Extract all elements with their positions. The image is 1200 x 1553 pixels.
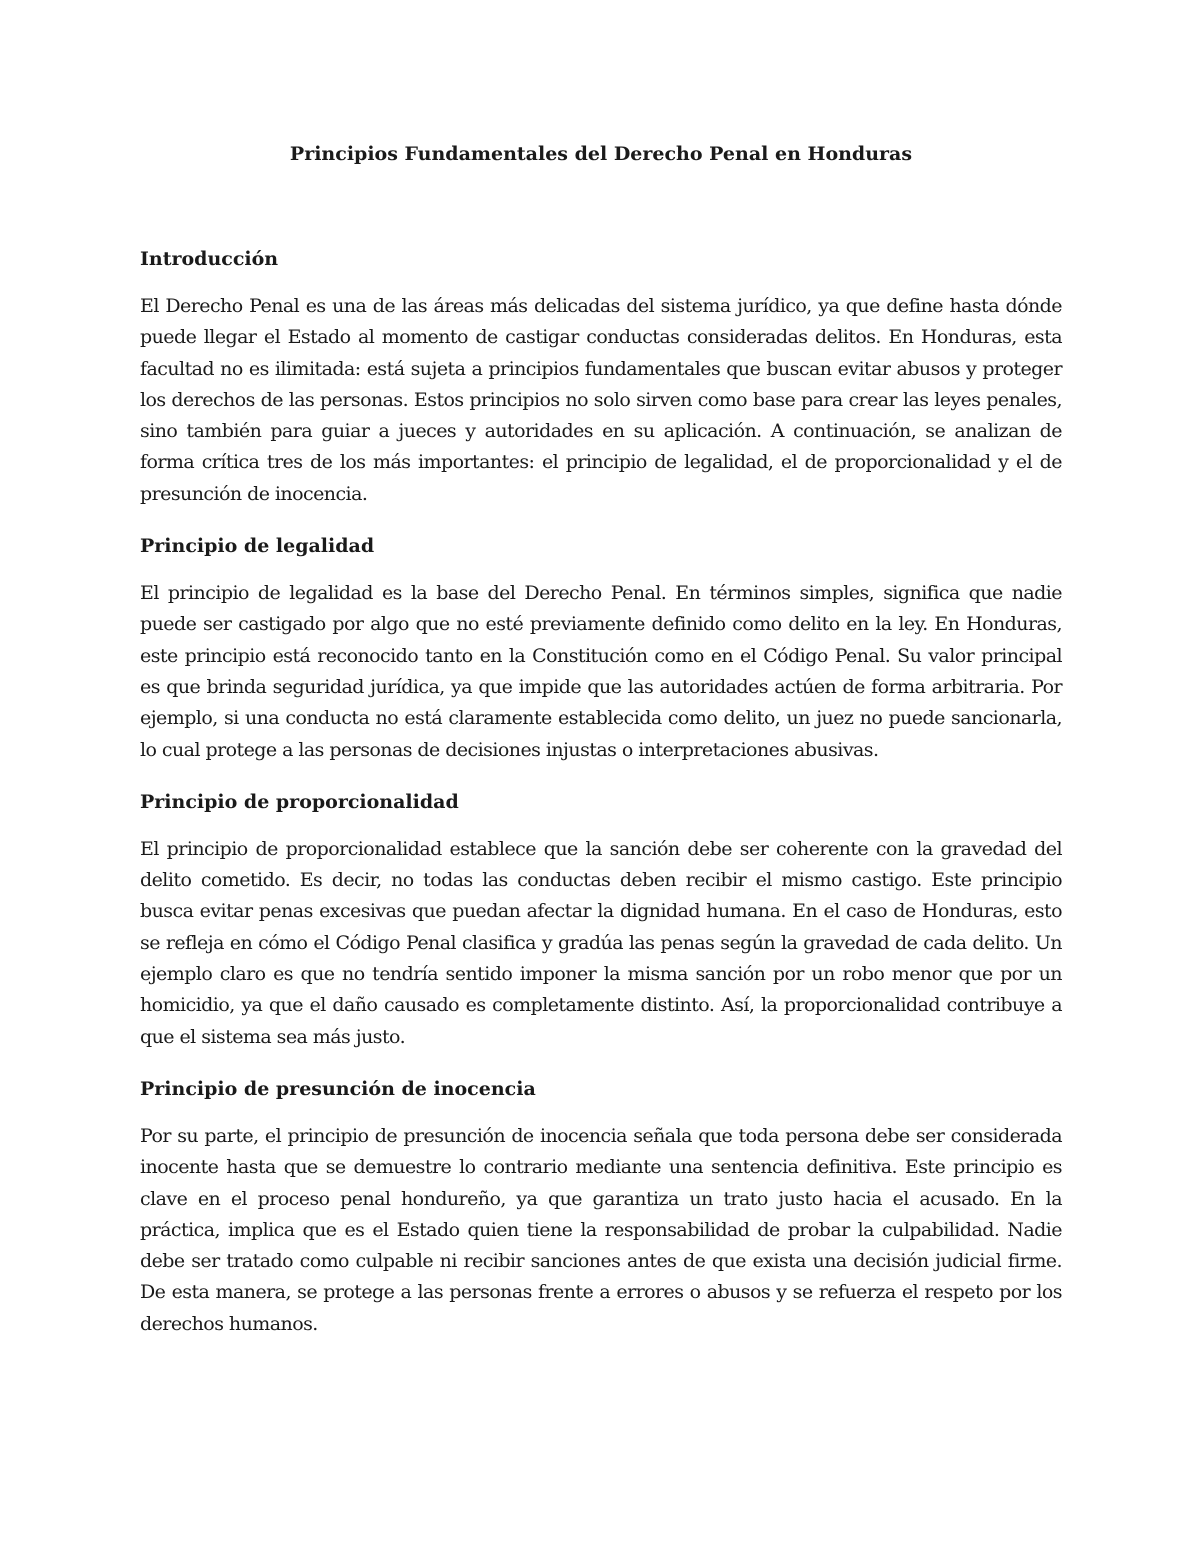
section-heading: Principio de legalidad (140, 535, 375, 558)
section-paragraph: El Derecho Penal es una de las áreas más delicadas del sistema jurídico, ya que define hasta dónde puede llegar el Estado al momento de castigar conductas consideradas delitos. En Honduras, esta facultad no es ilimitada: está sujeta a principios fundamentales que buscan evitar abusos y proteger los derechos de las personas. Estos principios no solo sirven como base para crear las leyes penales, sino también para guiar a jueces y autoridades en su aplicación. A continuación, se analizan de forma crítica tres de los más importantes: el principio de legalidad, el de proporcionalidad y el de presunción de inocencia. (140, 295, 1062, 505)
document-title: Principios Fundamentales del Derecho Penal en Honduras (289, 143, 913, 165)
section-introduccion (140, 243, 1062, 510)
section-principio-presuncion-inocencia (140, 1073, 1062, 1340)
section-heading: Principio de presunción de inocencia (140, 1077, 536, 1100)
section-paragraph: El principio de legalidad es la base del Derecho Penal. En términos simples, significa que nadie puede ser castigado por algo que no esté previamente definido como delito en la ley. En Honduras, este principio está reconocido tanto en la Constitución como en el Código Penal. Su valor principal es que brinda seguridad jurídica, ya que impide que las autoridades actúen de forma arbitraria. Por ejemplo, si una conducta no está claramente establecida como delito, un juez no puede sancionarla, lo cual protege a las personas de decisiones injustas o interpretaciones abusivas. (140, 582, 1062, 761)
section-principio-legalidad (140, 530, 1062, 766)
document-page (140, 138, 1062, 1360)
section-principio-proporcionalidad (140, 786, 1062, 1053)
section-paragraph: Por su parte, el principio de presunción de inocencia señala que toda persona debe ser considerada inocente hasta que se demuestre lo contrario mediante una sentencia definitiva. Este principio es clave en el proceso penal hondureño, ya que garantiza un trato justo hacia el acusado. En la práctica, implica que es el Estado quien tiene la responsabilidad de probar la culpabilidad. Nadie debe ser tratado como culpable ni recibir sanciones antes de que exista una decisión judicial firme. De esta manera, se protege a las personas frente a errores o abusos y se refuerza el respeto por los derechos humanos. (140, 1124, 1062, 1335)
section-heading: Introducción (140, 248, 279, 270)
section-paragraph: El principio de proporcionalidad establece que la sanción debe ser coherente con la gravedad del delito cometido. Es decir, no todas las conductas deben recibir el mismo castigo. Este principio busca evitar penas excesivas que puedan afectar la dignidad humana. En el caso de Honduras, esto se refleja en cómo el Código Penal clasifica y gradúa las penas según la gravedad de cada delito. Un ejemplo claro es que no tendría sentido imponer la misma sanción por un robo menor que por un homicidio, ya que el daño causado es completamente distinto. Así, la proporcionalidad contribuye a que el sistema sea más justo. (140, 837, 1062, 1048)
section-heading: Principio de proporcionalidad (140, 790, 459, 813)
